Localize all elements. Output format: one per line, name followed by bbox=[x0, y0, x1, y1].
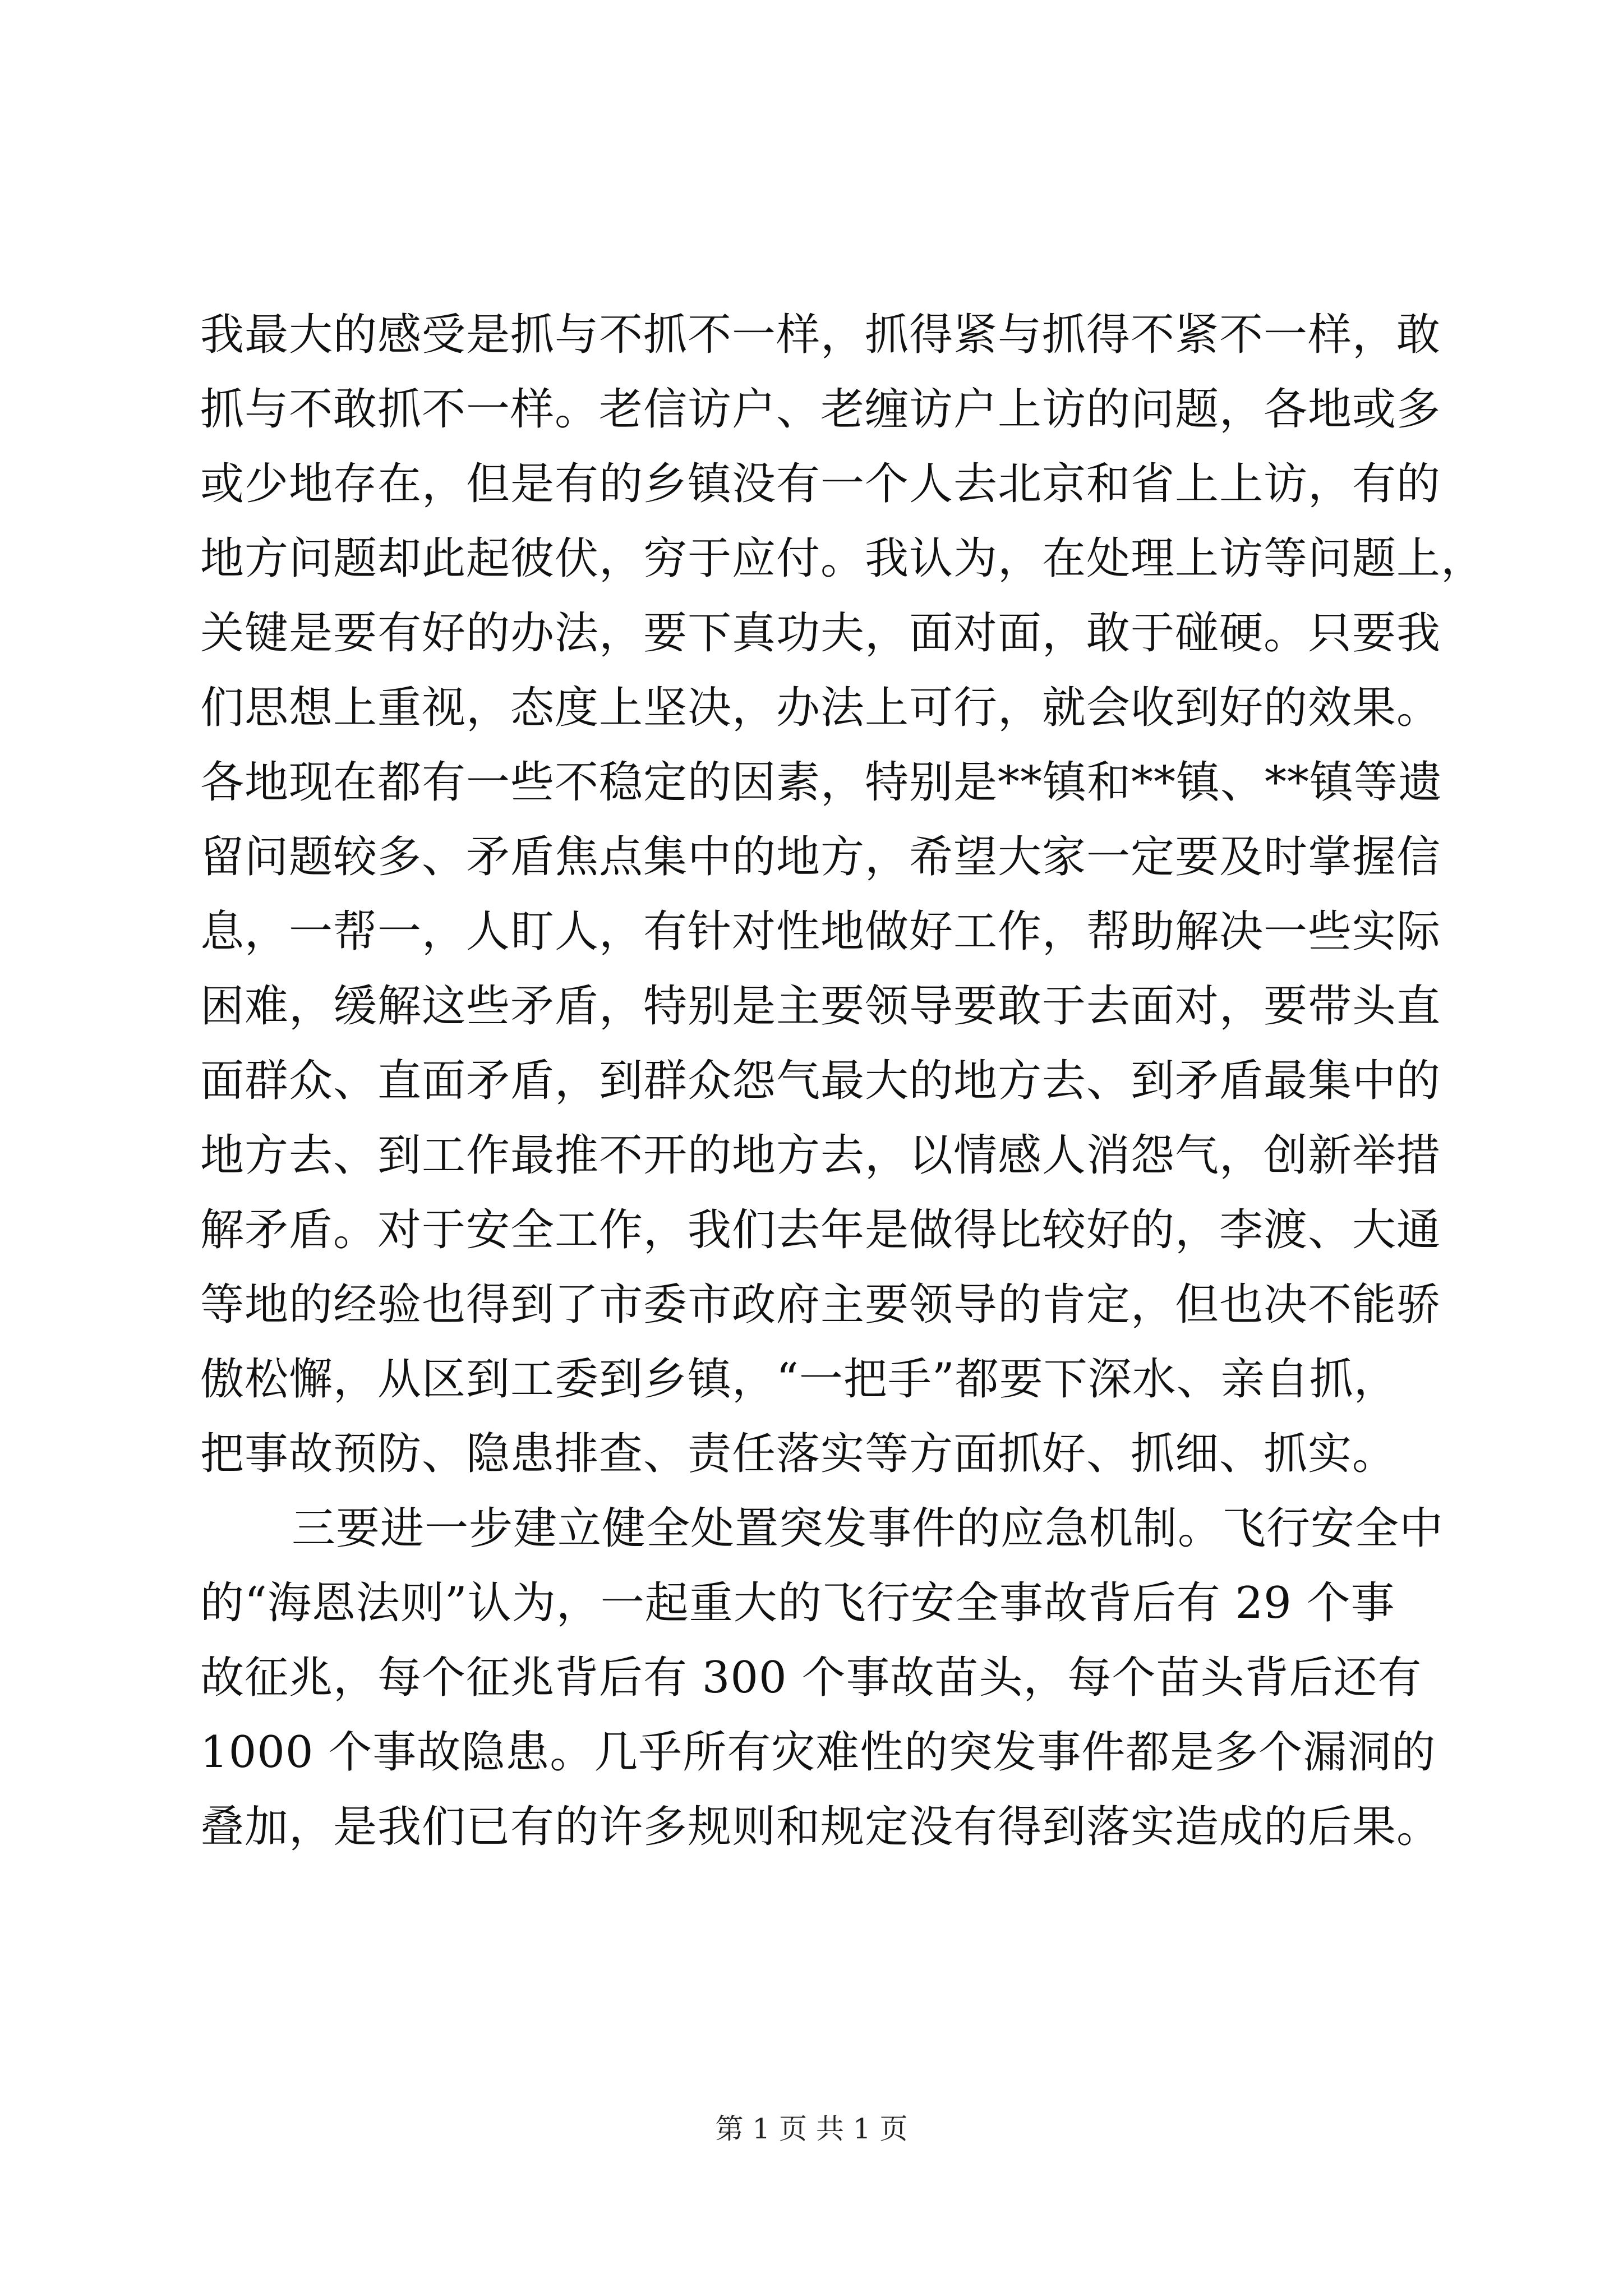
text-line: 地方去、到工作最推不开的地方去，以情感人消怨气，创新举措 bbox=[200, 1130, 1441, 1181]
text-line: 叠加，是我们已有的许多规则和规定没有得到落实造成的后果。 bbox=[200, 1802, 1441, 1852]
text-line: 解矛盾。对于安全工作，我们去年是做得比较好的，李渡、大通 bbox=[200, 1205, 1441, 1255]
text-line: 面群众、直面矛盾，到群众怨气最大的地方去、到矛盾最集中的 bbox=[200, 1056, 1441, 1106]
text-line: 1000 个事故隐患。几乎所有灾难性的突发事件都是多个漏洞的 bbox=[200, 1727, 1436, 1778]
text-line: 故征兆，每个征兆背后有 300 个事故苗头，每个苗头背后还有 bbox=[200, 1653, 1422, 1703]
text-line: 息，一帮一，人盯人，有针对性地做好工作，帮助解决一些实际 bbox=[200, 907, 1441, 957]
text-line: 抓与不敢抓不一样。老信访户、老缠访户上访的问题，各地或多 bbox=[200, 384, 1441, 435]
text-line: 我最大的感受是抓与不抓不一样，抓得紧与抓得不紧不一样，敢 bbox=[200, 310, 1441, 360]
text-line: 留问题较多、矛盾焦点集中的地方，希望大家一定要及时掌握信 bbox=[200, 832, 1441, 882]
text-line: 困难，缓解这些矛盾，特别是主要领导要敢于去面对，要带头直 bbox=[200, 981, 1441, 1032]
paragraph-first-line: 三要进一步建立健全处置突发事件的应急机制。飞行安全中 bbox=[292, 1503, 1444, 1554]
text-line: 的“海恩法则”认为，一起重大的飞行安全事故背后有 29 个事 bbox=[200, 1578, 1395, 1628]
text-line: 或少地存在，但是有的乡镇没有一个人去北京和省上上访，有的 bbox=[200, 459, 1441, 509]
text-line: 各地现在都有一些不稳定的因素，特别是**镇和**镇、**镇等遗 bbox=[200, 757, 1443, 808]
text-line: 傲松懈，从区到工委到乡镇，“一把手”都要下深水、亲自抓， bbox=[200, 1354, 1398, 1405]
text-line: 把事故预防、隐患排查、责任落实等方面抓好、抓细、抓实。 bbox=[200, 1429, 1397, 1479]
text-line: 关键是要有好的办法，要下真功夫，面对面，敢于碰硬。只要我 bbox=[200, 608, 1441, 659]
text-line: 们思想上重视，态度上坚决，办法上可行，就会收到好的效果。 bbox=[200, 683, 1441, 733]
page-footer: 第 1 页 共 1 页 bbox=[715, 2113, 908, 2145]
text-line: 等地的经验也得到了市委市政府主要领导的肯定，但也决不能骄 bbox=[200, 1280, 1441, 1330]
text-line: 地方问题却此起彼伏，穷于应付。我认为，在处理上访等问题上， bbox=[200, 533, 1486, 584]
